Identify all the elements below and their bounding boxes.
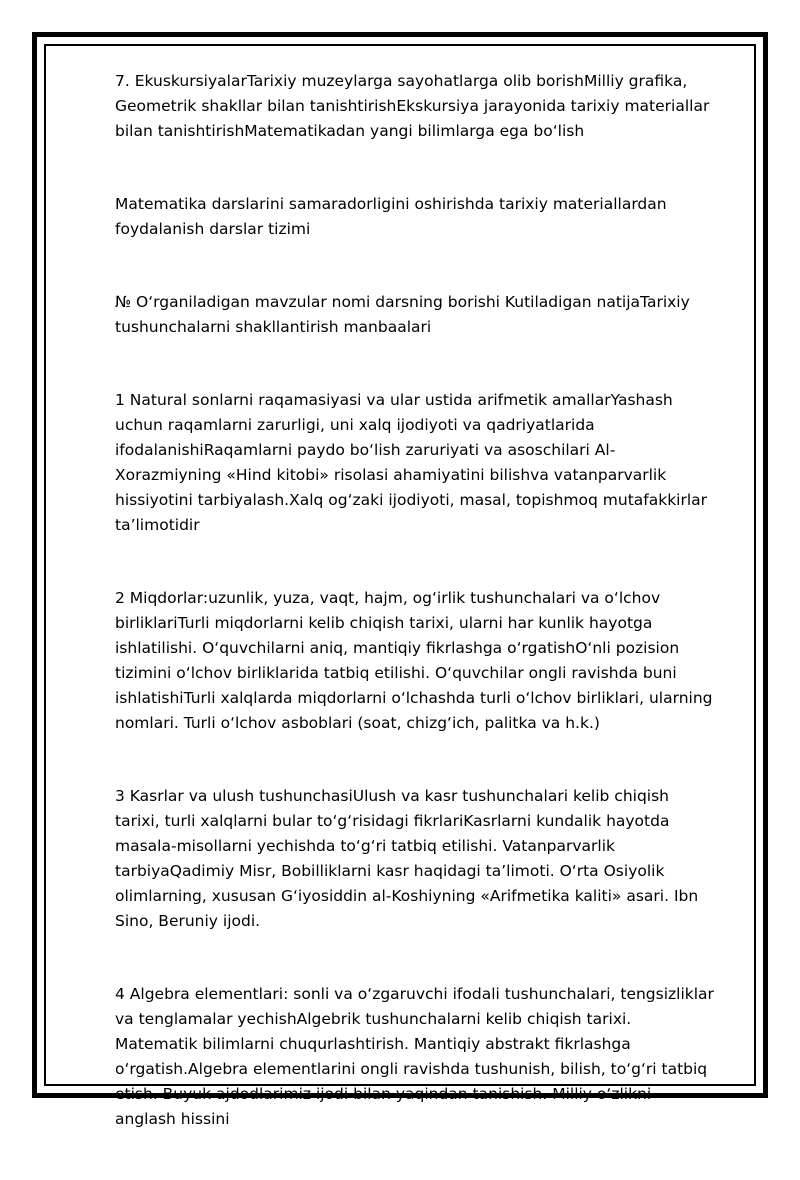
paragraph-row-3: 3 Kasrlar va ulush tushunchasiUlush va kasr tushunchalari kelib chiqish tarixi, turli xalqlarni bular to‘g‘risidagi fikrlariKasrlarni kundalik hayotda masala-misollarni yechishda to‘g‘ri tatbiq etilishi. Vatanparvarlik tarbiyaQadimiy Misr, Bobilliklarni kasr haqidagi ta’limoti. O‘rta Osiyolik olimlarning, xususan G‘iyosiddin al-Koshiyning «Arifmetika kaliti» asari. Ibn Sino, Beruniy ijodi. [115,787,699,930]
paragraph-table-header: № O‘rganiladigan mavzular nomi darsning borishi Kutiladigan natijaTarixiy tushunchalarni shakllantirish manbaalari [115,293,690,336]
paragraph-excursions: 7. EkuskursiyalarTarixiy muzeylarga sayohatlarga olib borishMilliy grafika, Geometrik shakllar bilan tanishtirishEkskursiya jarayonida tarixiy materiallar bilan tanishtirishMatematikadan yangi bilimlarga ega bo‘lish [115,72,710,140]
paragraph-lesson-system-title: Matematika darslarini samaradorligini oshirishda tarixiy materiallardan foydalanish darslar tizimi [115,195,667,238]
paragraph-row-1: 1 Natural sonlarni raqamasiyasi va ular ustida arifmetik amallarYashash uchun raqamlarni zarurligi, uni xalq ijodiyoti va qadriyatlarida ifodalanishiRaqamlarni paydo bo‘lish zaruriyati va asoschilari Al-Xorazmiyning «Hind kitobi» risolasi ahamiyatini bilishva vatanparvarlik hissiyotini tarbiyalash.Xalq og‘zaki ijodiyoti, masal, topishmoq mutafakkirlar ta’limotidir [115,391,708,534]
paragraph-row-2: 2 Miqdorlar:uzunlik, yuza, vaqt, hajm, og‘irlik tushunchalari va o‘lchov birliklariTurli miqdorlarni kelib chiqish tarixi, ularni har kunlik hayotga ishlatilishi. O‘quvchilarni aniq, mantiqiy fikrlashga o‘rgatishO‘nli pozision tizimini o‘lchov birliklarida tatbiq etilishi. O‘quvchilar ongli ravishda buni ishlatishiTurli xalqlarda miqdorlarni o‘lchashda turli o‘lchov birliklari, ularning nomlari. Turli o‘lchov asboblari (soat, chizg‘ich, palitka va h.k.) [115,589,713,732]
paragraph-row-4: 4 Algebra elementlari: sonli va o‘zgaruvchi ifodali tushunchalari, tengsizliklar va tenglamalar yechishAlgebrik tushunchalarni kelib chiqish tarixi. Matematik bilimlarni chuqurlashtirish. Mantiqiy abstrakt fikrlashga o‘rgatish.Algebra elementlarini ongli ravishda tushunish, bilish, to‘g‘ri tatbiq etish. Buyuk ajdodlarimiz ijodi bilan yaqindan tanishish. Milliy o‘zlikni anglash hissini [115,985,714,1128]
document-body [115,69,715,1180]
